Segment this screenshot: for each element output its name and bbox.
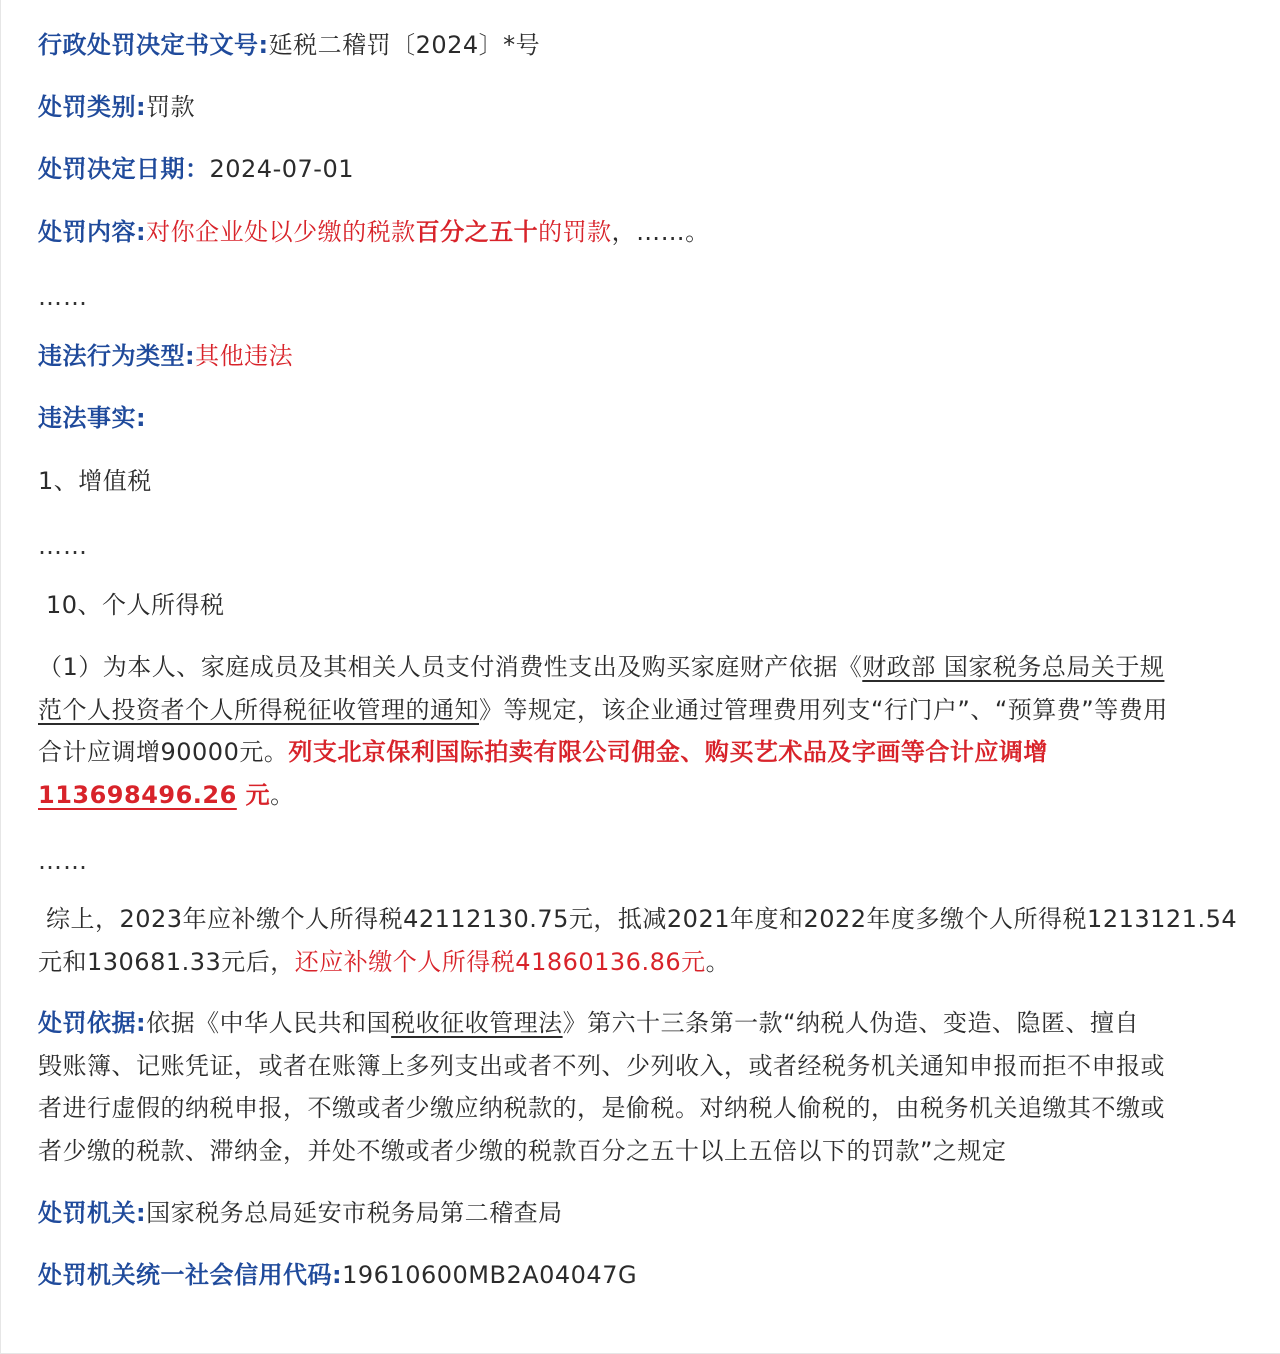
decision-date-value: 2024-07-01 bbox=[209, 155, 354, 183]
penalty-basis-text: 毁账簿、记账凭证，或者在账簿上多列支出或者不列、少列收入，或者经税务机关通知申报而拒不申报或 bbox=[38, 1052, 1165, 1080]
decision-number-line bbox=[38, 30, 540, 60]
penalty-category-label: 处罚类别: bbox=[38, 93, 147, 121]
penalty-content-label: 处罚内容: bbox=[38, 218, 147, 246]
penalty-category-line bbox=[38, 92, 195, 122]
decision-number-value: 延税二稽罚〔2024〕*号 bbox=[268, 31, 541, 59]
penalty-content-text-end: 的罚款 bbox=[538, 218, 612, 246]
fact-paragraph-1-text: 》等规定，该企业通过管理费用列支“行门户”、“预算费”等费用 bbox=[479, 696, 1168, 724]
violation-type-label: 违法行为类型: bbox=[38, 342, 196, 370]
penalty-basis-text: 者少缴的税款、滞纳金，并处不缴或者少缴的税款百分之五十以上五倍以下的罚款”之规定 bbox=[38, 1137, 1007, 1165]
sentence-end: 。 bbox=[270, 781, 295, 809]
penalty-content-rate: 百分之五十 bbox=[415, 218, 539, 246]
decision-date-label: 处罚决定日期： bbox=[38, 155, 210, 183]
adjusted-amount-unit: 元 bbox=[236, 781, 271, 809]
penalty-basis-text: 》第六十三条第一款“纳税人伪造、变造、隐匿、擅自 bbox=[562, 1009, 1140, 1037]
credit-code-line bbox=[38, 1260, 637, 1290]
ellipsis: …… bbox=[38, 847, 88, 875]
fact-item-personal-income-tax: 10、个人所得税 bbox=[46, 591, 225, 619]
violation-type-value: 其他违法 bbox=[195, 342, 294, 370]
summary-text: 元和130681.33元后， bbox=[38, 948, 295, 976]
adjusted-amount: 113698496.26 bbox=[38, 781, 237, 809]
penalty-category-value: 罚款 bbox=[146, 93, 196, 121]
violation-facts-heading bbox=[38, 403, 146, 433]
violation-type-line bbox=[38, 341, 293, 371]
penalty-basis-label: 处罚依据: bbox=[38, 1009, 147, 1037]
penalty-authority-label: 处罚机关: bbox=[38, 1199, 147, 1227]
summary-text: 综上，2023年应补缴个人所得税42112130.75元，抵减2021年度和2022年度多缴个人所得税1213121.54 bbox=[46, 905, 1238, 933]
penalty-authority-line bbox=[38, 1198, 563, 1228]
credit-code-value: 19610600MB2A04047G bbox=[342, 1261, 638, 1289]
regulation-link: 财政部 国家税务总局关于规 bbox=[862, 653, 1165, 681]
sentence-end: 。 bbox=[705, 948, 731, 976]
penalty-content-line bbox=[38, 217, 710, 247]
ellipsis: …… bbox=[38, 283, 88, 311]
penalty-basis-text: 依据《中华人民共和国 bbox=[146, 1009, 392, 1037]
regulation-link-cont: 范个人投资者个人所得税征收管理的通知 bbox=[38, 696, 479, 724]
decision-number-label: 行政处罚决定书文号: bbox=[38, 31, 269, 59]
violation-facts-label: 违法事实: bbox=[38, 404, 147, 432]
fact-paragraph-1-text: （1）为本人、家庭成员及其相关人员支付消费性支出及购买家庭财产依据《 bbox=[38, 653, 863, 681]
fact-paragraph-1 bbox=[38, 652, 1280, 812]
penalty-basis-paragraph bbox=[38, 1008, 1280, 1178]
fact-paragraph-1-text: 合计应调增90000元。 bbox=[38, 738, 289, 766]
fact-item-vat: 1、增值税 bbox=[38, 467, 152, 495]
penalty-content-tail: ，……。 bbox=[611, 218, 710, 246]
tax-law-link: 税收征收管理法 bbox=[391, 1009, 563, 1037]
penalty-content-text: 对你企业处以少缴的税款 bbox=[146, 218, 416, 246]
summary-paragraph bbox=[38, 904, 1280, 984]
tax-due-highlight: 还应补缴个人所得税41860136.86元 bbox=[294, 948, 706, 976]
penalty-authority-value: 国家税务总局延安市税务局第二稽查局 bbox=[146, 1199, 563, 1227]
ellipsis: …… bbox=[38, 532, 88, 560]
decision-date-line bbox=[38, 154, 354, 184]
credit-code-label: 处罚机关统一社会信用代码: bbox=[38, 1261, 343, 1289]
penalty-basis-text: 者进行虚假的纳税申报，不缴或者少缴应纳税款的，是偷税。对纳税人偷税的，由税务机关追缴其不缴或 bbox=[38, 1094, 1165, 1122]
highlighted-fact: 列支北京保利国际拍卖有限公司佣金、购买艺术品及字画等合计应调增 bbox=[288, 738, 1048, 766]
